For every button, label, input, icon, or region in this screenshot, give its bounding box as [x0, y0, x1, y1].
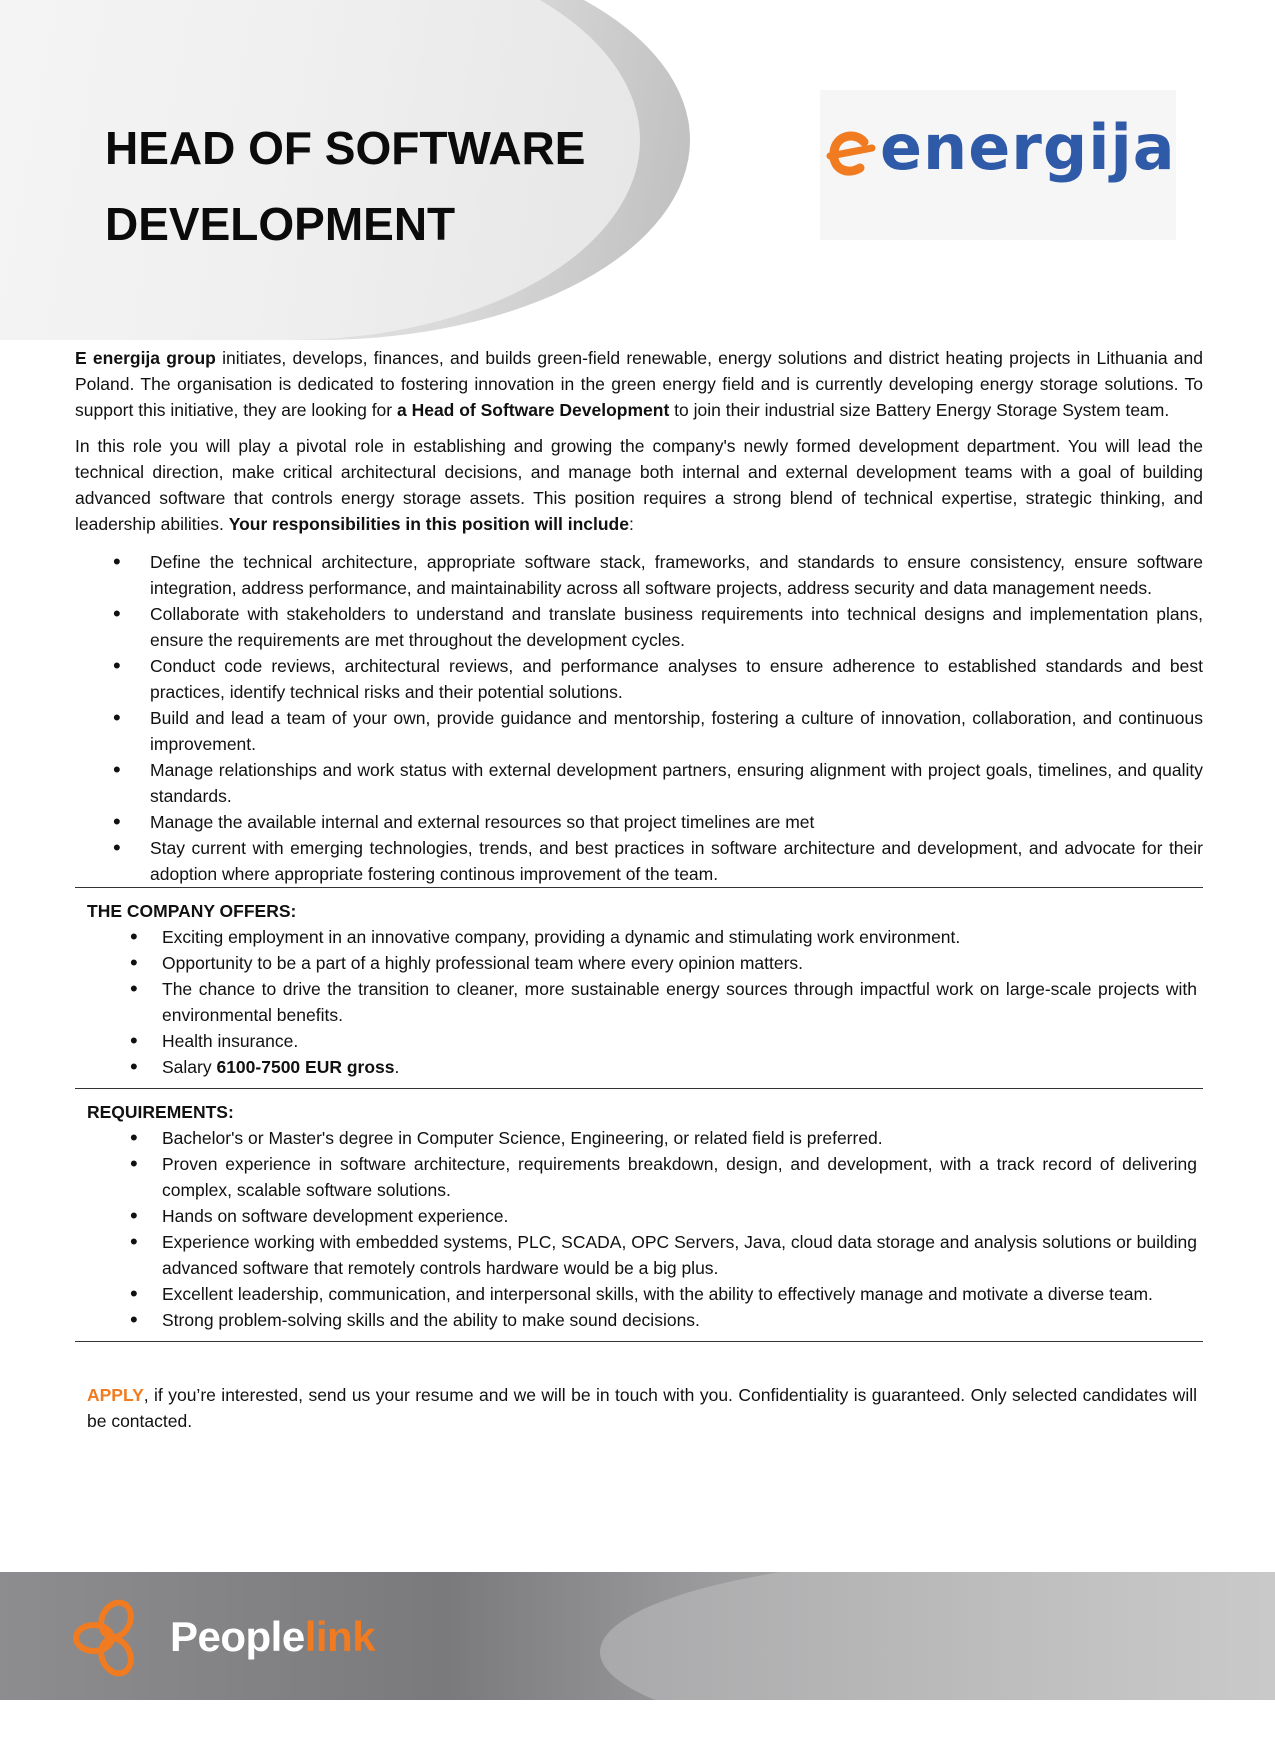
divider — [75, 1088, 1203, 1089]
list-item: • The chance to drive the transition to cleaner, more sustainable energy sources through impactful work on large-scale projects with environmental benefits. — [162, 976, 1197, 1028]
list-item: • Stay current with emerging technologies, trends, and best practices in software architecture and development, and advocate for their adoption where appropriate fostering continous improvement of the team. — [150, 835, 1203, 887]
intro-paragraph — [75, 345, 1203, 423]
list-item: • Opportunity to be a part of a highly professional team where every opinion matters. — [162, 950, 1197, 976]
page-title-line2: DEVELOPMENT — [105, 198, 456, 250]
company-logo-text: energija — [880, 111, 1176, 184]
list-item: • Strong problem-solving skills and the ability to make sound decisions. — [162, 1307, 1197, 1333]
list-item: • Conduct code reviews, architectural reviews, and performance analyses to ensure adherence to established standards and best practices, identify technical risks and their potential solutions. — [150, 653, 1203, 705]
page-title-line1: HEAD OF SOFTWARE — [105, 122, 586, 174]
page-title — [105, 110, 665, 262]
role-paragraph — [75, 433, 1203, 537]
intro-text-1: initiates, develops, finances, and builds green-field renewable, energy solutions and district heating projects in Lithuania and Poland. The organisation is dedicated to fostering innovation in the green energy field and is currently developing energy storage solutions. To support this initiative, they are looking for — [75, 348, 1204, 420]
company-name: E energija group — [75, 348, 216, 368]
salary-value: 6100-7500 EUR gross — [216, 1057, 395, 1077]
list-item: • Health insurance. — [162, 1028, 1197, 1054]
brand-accent: link — [304, 1613, 376, 1660]
list-item: • Bachelor's or Master's degree in Computer Science, Engineering, or related field is preferred. — [162, 1125, 1197, 1151]
list-item: • Define the technical architecture, appropriate software stack, frameworks, and standards to ensure consistency, ensure software integration, address performance, and maintainability across all software projects, address security and data management needs. — [150, 549, 1203, 601]
divider — [75, 887, 1203, 888]
offers-list — [87, 924, 1197, 1080]
list-item: • Build and lead a team of your own, provide guidance and mentorship, fostering a culture of innovation, collaboration, and continuous improvement. — [150, 705, 1203, 757]
responsibilities-list — [75, 549, 1203, 887]
apply-paragraph — [75, 1382, 1197, 1434]
divider — [75, 1341, 1203, 1342]
list-item: • Experience working with embedded systems, PLC, SCADA, OPC Servers, Java, cloud data storage and analysis solutions or building advanced software that remotely controls hardware would be a big plus. — [162, 1229, 1197, 1281]
peoplelink-logo-text — [170, 1612, 375, 1662]
role-text: In this role you will play a pivotal role in establishing and growing the company's newly formed development department. You will lead the technical direction, make critical architectural decisions, and manage both internal and external development teams with a goal of building advanced software that controls energy storage assets. This position requires a strong blend of technical expertise, strategic thinking, and leadership abilities. — [75, 436, 1203, 534]
offers-heading: THE COMPANY OFFERS: — [87, 901, 297, 921]
brand-main: People — [170, 1613, 305, 1660]
intro-text-2: to join their industrial size Battery Energy Storage System team. — [669, 400, 1170, 420]
requirements-section — [75, 1099, 1203, 1333]
role-name: a Head of Software Development — [396, 400, 670, 420]
footer-curve-decoration — [600, 1572, 1275, 1700]
peoplelink-logo-icon — [72, 1598, 148, 1678]
list-item: • Hands on software development experience. — [162, 1203, 1197, 1229]
main-content — [75, 345, 1203, 1452]
responsibilities-colon: : — [628, 514, 634, 534]
salary-suffix: . — [394, 1057, 400, 1077]
requirements-heading: REQUIREMENTS: — [87, 1102, 234, 1122]
responsibilities-lead: Your responsibilities in this position will include — [228, 514, 629, 534]
apply-text: , if you’re interested, send us your resume and we will be in touch with you. Confidentiality is guaranteed. Only selected candidates will be contacted. — [87, 1385, 1197, 1431]
apply-label: APPLY — [87, 1385, 144, 1405]
list-item-salary — [162, 1054, 1197, 1080]
salary-prefix: Salary — [162, 1057, 217, 1077]
list-item: • Proven experience in software architecture, requirements breakdown, design, and development, with a track record of delivering complex, scalable software solutions. — [162, 1151, 1197, 1203]
list-item: • Collaborate with stakeholders to understand and translate business requirements into technical designs and implementation plans, ensure the requirements are met throughout the development cycles. — [150, 601, 1203, 653]
list-item: • Excellent leadership, communication, and interpersonal skills, with the ability to effectively manage and motivate a diverse team. — [162, 1281, 1197, 1307]
offers-section — [75, 898, 1203, 1080]
list-item: • Manage relationships and work status with external development partners, ensuring alignment with project goals, timelines, and quality standards. — [150, 757, 1203, 809]
list-item: • Manage the available internal and external resources so that project timelines are met — [150, 809, 1203, 835]
company-logo-e-icon — [826, 120, 876, 190]
list-item: • Exciting employment in an innovative company, providing a dynamic and stimulating work environment. — [162, 924, 1197, 950]
requirements-list — [87, 1125, 1197, 1333]
